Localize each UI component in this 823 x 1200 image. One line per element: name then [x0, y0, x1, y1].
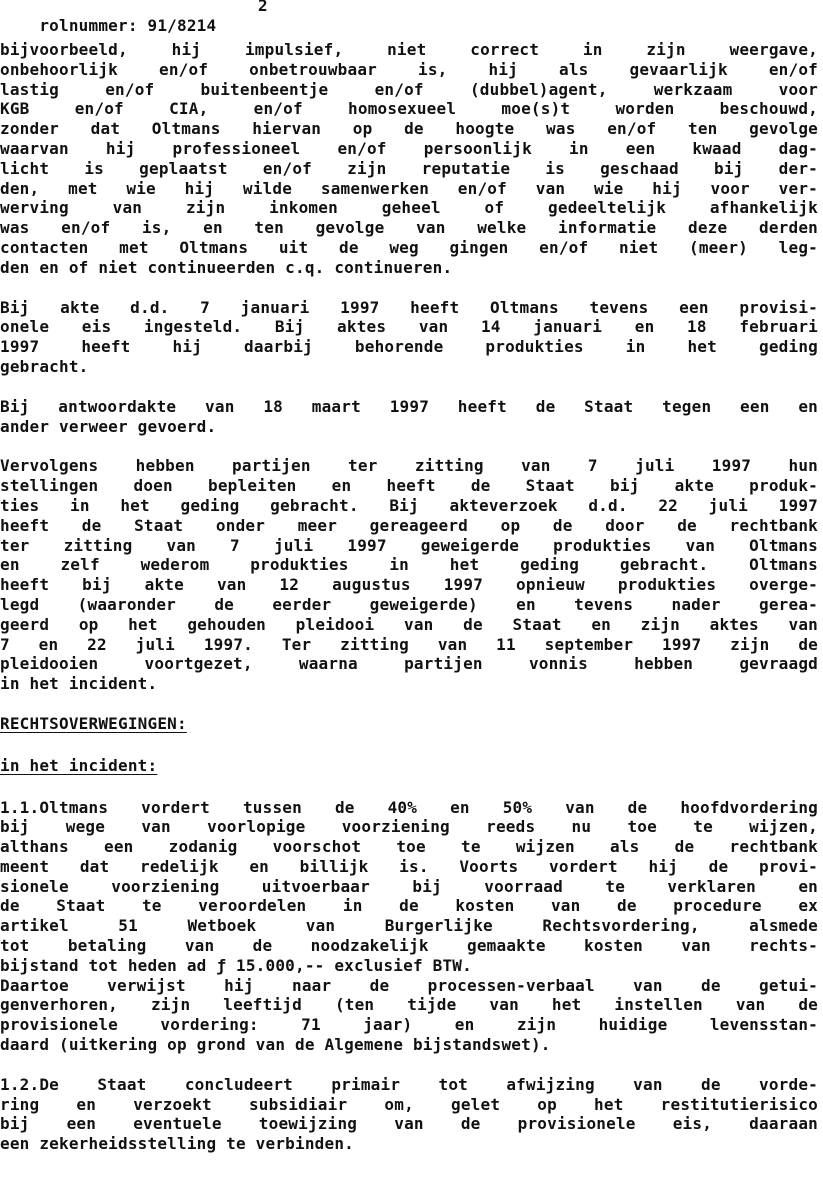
- text-line: den en of niet continueerden c.q. continueren.: [0, 257, 453, 277]
- text-line: bijvoorbeeld, hij impulsief, niet correct in zijn weergave,: [0, 40, 818, 59]
- text-line: bijstand tot heden ad ƒ 15.000,-- exclusief BTW.: [0, 955, 472, 975]
- text-line: de Staat te veroordelen in de kosten van de procedure ex: [0, 896, 818, 916]
- text-line: stellingen doen bepleiten en heeft de Staat bij akte produk-: [0, 476, 818, 496]
- text-line: bij een eventuele toewijzing van de provisionele eis, daaraan: [0, 1114, 818, 1134]
- text-line: contacten met Oltmans uit de weg gingen en/of niet (meer) leg-: [0, 237, 818, 257]
- text-line: 1.2.De Staat concludeert primair tot afwijzing van de vorde-: [0, 1074, 818, 1094]
- text-line: Bij antwoordakte van 18 maart 1997 heeft de Staat tegen een en: [0, 396, 818, 416]
- text-line: genverhoren, zijn leeftijd (ten tijde van het instellen van de: [0, 995, 818, 1015]
- consideration-1-2: [0, 1075, 818, 1154]
- text-line: geerd op het gehouden pleidooi van de Staat en zijn aktes van: [0, 614, 818, 634]
- text-line: sionele voorziening uitvoerbaar bij voorraad te verklaren en: [0, 876, 818, 896]
- text-line: provisionele vordering: 71 jaar) en zijn huidige levensstan-: [0, 1015, 818, 1035]
- text-line: waarvan hij professioneel en/of persoonlijk in een kwaad dag-: [0, 138, 818, 158]
- text-line: lastig en/of buitenbeentje en/of (dubbel)agent, werkzaam voor: [0, 79, 818, 99]
- text-line: werving van zijn inkomen geheel of gedeeltelijk afhankelijk: [0, 198, 818, 218]
- text-line: artikel 51 Wetboek van Burgerlijke Rechtsvordering, alsmede: [0, 916, 818, 936]
- text-line: 7 en 22 juli 1997. Ter zitting van 11 september 1997 zijn de: [0, 634, 818, 654]
- text-line: 1997 heeft hij daarbij behorende produkties in het geding: [0, 337, 818, 357]
- text-line: in het incident.: [0, 674, 158, 694]
- paragraph-defence: [0, 397, 818, 437]
- case-number: rolnummer: 91/8214: [39, 16, 217, 35]
- heading-in-het-incident: in het incident:: [0, 755, 158, 775]
- text-line: onbehoorlijk en/of onbetrouwbaar is, hij als gevaarlijk en/of: [0, 59, 818, 79]
- heading-rechtsoverwegingen: RECHTSOVERWEGINGEN:: [0, 713, 187, 733]
- text-line: meent dat redelijk en billijk is. Voorts vordert hij de provi-: [0, 856, 818, 876]
- text-line: daard (uitkering op grond van de Algemene bijstandswet).: [0, 1035, 551, 1055]
- text-line: althans een zodanig voorschot toe te wijzen als de rechtbank: [0, 837, 818, 857]
- paragraph-claim-description: [0, 40, 818, 278]
- text-line: ter zitting van 7 juli 1997 geweigerde produkties van Oltmans: [0, 535, 818, 555]
- text-line: ring en verzoekt subsidiair om, gelet op het restitutierisico: [0, 1094, 818, 1114]
- text-line: licht is geplaatst en/of zijn reputatie is geschaad bij der-: [0, 158, 818, 178]
- text-line: Daartoe verwijst hij naar de processen-verbaal van de getui-: [0, 975, 818, 995]
- text-line: Bij akte d.d. 7 januari 1997 heeft Oltmans tevens een provisi-: [0, 297, 818, 317]
- paragraph-provisional-claim: [0, 298, 818, 377]
- document-body: [0, 40, 818, 1174]
- text-line: Vervolgens hebben partijen ter zitting van 7 juli 1997 hun: [0, 456, 818, 476]
- text-line: KGB en/of CIA, en/of homosexueel moe(s)t worden beschouwd,: [0, 99, 818, 119]
- text-line: heeft bij akte van 12 augustus 1997 opnieuw produkties overge-: [0, 575, 818, 595]
- text-line: pleidooien voortgezet, waarna partijen vonnis hebben gevraagd: [0, 654, 818, 674]
- text-line: heeft de Staat onder meer gereageerd op de door de rechtbank: [0, 515, 818, 535]
- text-line: en zelf wederom produkties in het geding gebracht. Oltmans: [0, 555, 818, 575]
- text-line: was en/of is, en ten gevolge van welke informatie deze derden: [0, 218, 818, 238]
- text-line: ties in het geding gebracht. Bij akteverzoek d.d. 22 juli 1997: [0, 495, 818, 515]
- text-line: onele eis ingesteld. Bij aktes van 14 januari en 18 februari: [0, 317, 818, 337]
- text-line: bij wege van voorlopige voorziening reeds nu toe te wijzen,: [0, 817, 818, 837]
- text-line: zonder dat Oltmans hiervan op de hoogte was en/of ten gevolge: [0, 119, 818, 139]
- text-line: 1.1.Oltmans vordert tussen de 40% en 50% van de hoofdvordering: [0, 797, 818, 817]
- paragraph-proceedings: [0, 456, 818, 694]
- consideration-1-1: [0, 798, 818, 1055]
- text-line: legd (waaronder de eerder geweigerde) en tevens nader gerea-: [0, 594, 818, 614]
- text-line: tot betaling van de noodzakelijk gemaakte kosten van rechts-: [0, 936, 818, 956]
- text-line: den, met wie hij wilde samenwerken en/of van wie hij voor ver-: [0, 178, 818, 198]
- text-line: gebracht.: [0, 356, 89, 376]
- text-line: ander verweer gevoerd.: [0, 416, 217, 436]
- text-line: een zekerheidsstelling te verbinden.: [0, 1134, 354, 1154]
- page-number: 2: [258, 0, 268, 15]
